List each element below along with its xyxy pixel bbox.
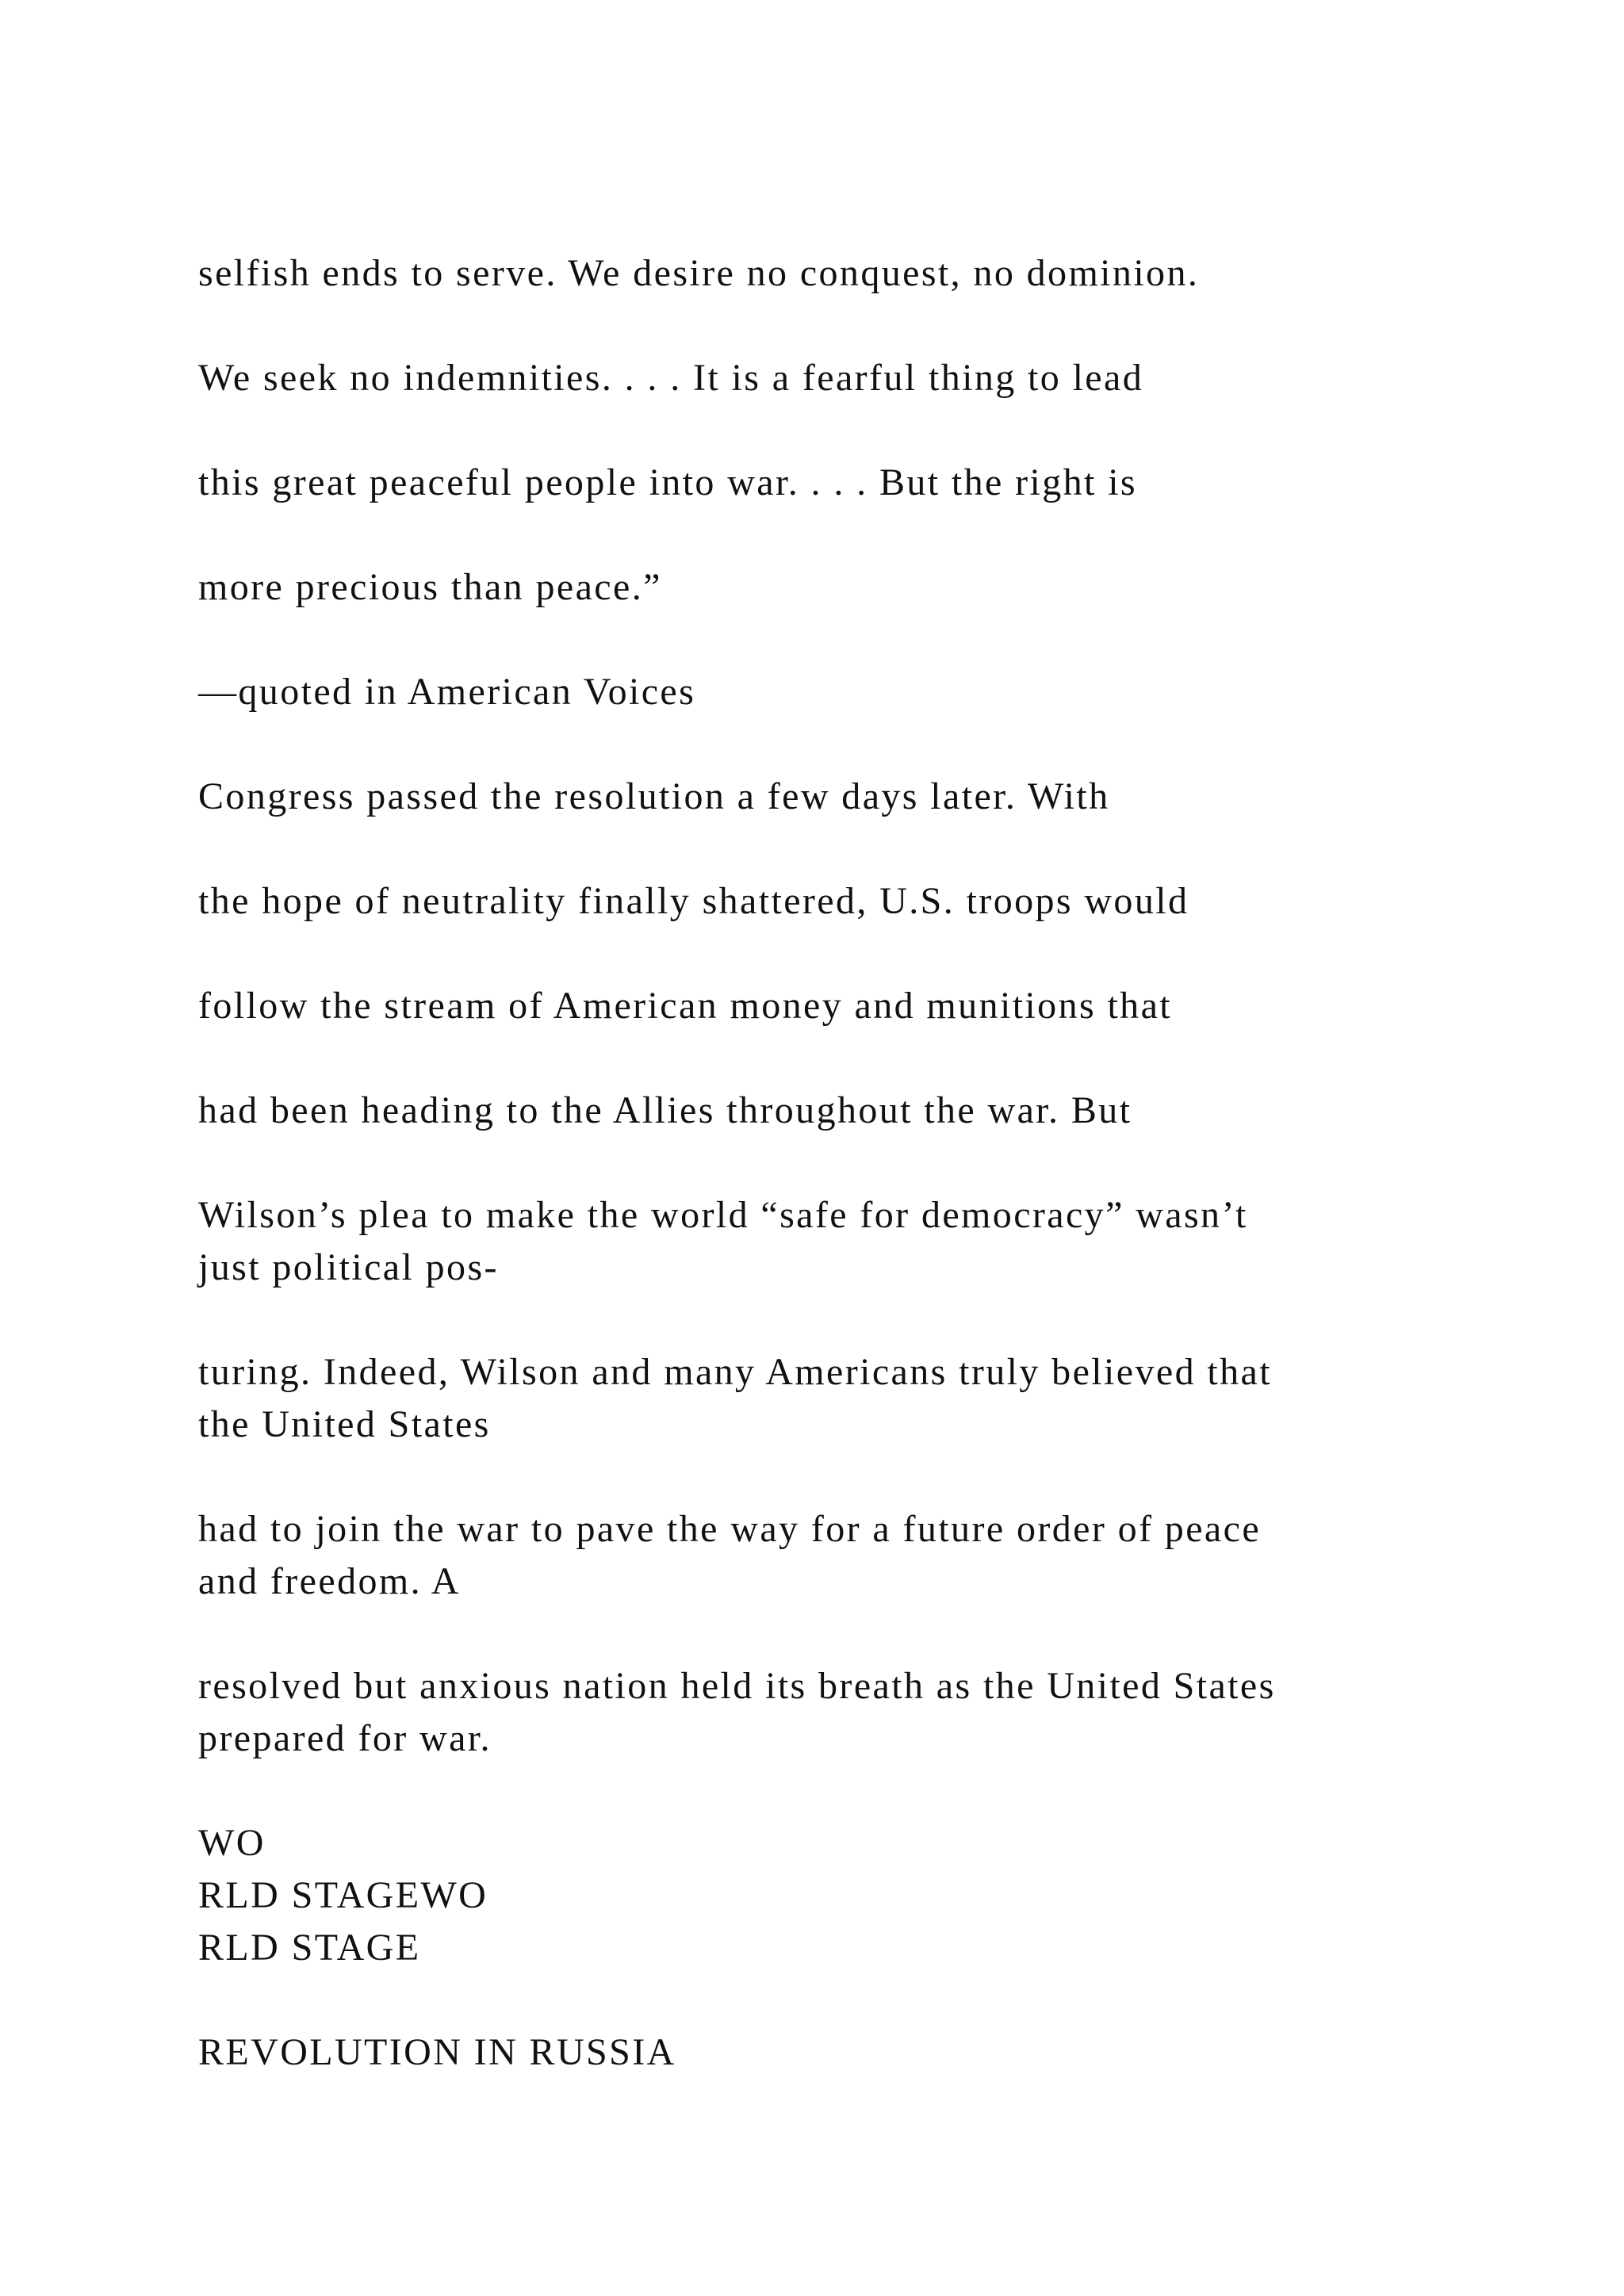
text-line: more precious than peace.” (198, 566, 662, 608)
text-line: resolved but anxious nation held its breath as the United States (198, 1665, 1276, 1707)
section-heading: REVOLUTION IN RUSSIA (198, 2031, 676, 2073)
heading-fragment: RLD STAGE (198, 1927, 421, 1969)
attribution-line: —quoted in American Voices (198, 671, 696, 713)
text-line: prepared for war. (198, 1717, 492, 1759)
heading-fragment: RLD STAGEWO (198, 1874, 488, 1916)
text-line: turing. Indeed, Wilson and many Americans truly believed that (198, 1351, 1272, 1393)
text-line: Wilson’s plea to make the world “safe for democracy” wasn’t (198, 1194, 1248, 1236)
text-line: this great peaceful people into war. . . . But the right is (198, 461, 1138, 503)
text-line: and freedom. A (198, 1560, 461, 1602)
text-line: the hope of neutrality finally shattered, U.S. troops would (198, 880, 1189, 922)
text-line: the United States (198, 1403, 491, 1445)
text-line: selfish ends to serve. We desire no conquest, no dominion. (198, 252, 1200, 294)
text-line: had to join the war to pave the way for a future order of peace (198, 1508, 1262, 1550)
heading-fragment: WO (198, 1822, 266, 1864)
text-line: We seek no indemnities. . . . It is a fearful thing to lead (198, 357, 1144, 399)
text-line: had been heading to the Allies throughout the war. But (198, 1089, 1132, 1131)
text-line: Congress passed the resolution a few days later. With (198, 775, 1110, 817)
text-line: just political pos- (198, 1246, 499, 1288)
text-line: follow the stream of American money and munitions that (198, 985, 1173, 1027)
